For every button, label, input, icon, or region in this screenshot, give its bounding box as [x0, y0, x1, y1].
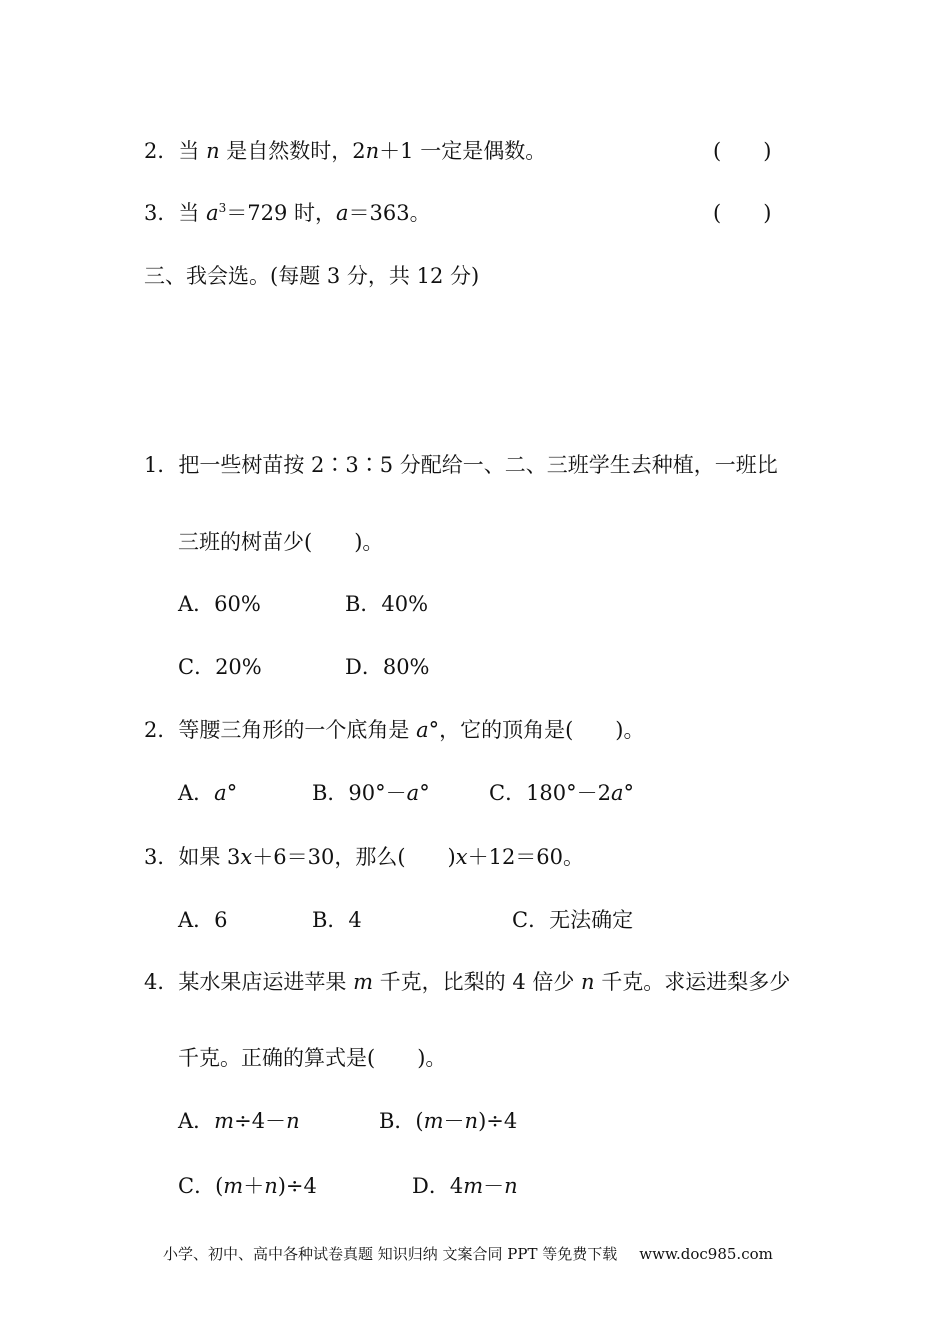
- variable: m: [223, 1174, 244, 1198]
- question-number: 1．: [144, 453, 179, 477]
- answer-blank[interactable]: ( ): [713, 201, 772, 225]
- option-label: D．4: [412, 1174, 464, 1198]
- variable: n: [365, 139, 380, 163]
- answer-blank[interactable]: ( ): [713, 139, 772, 163]
- question-text: ＋12＝60。: [467, 845, 585, 869]
- question-text: 某水果店运进苹果: [178, 970, 354, 994]
- question-number: 2．: [144, 139, 179, 163]
- option-a[interactable]: A．60%: [178, 592, 261, 616]
- variable: a: [406, 781, 420, 805]
- question-text: 等腰三角形的一个底角是: [178, 718, 417, 742]
- option-label: B．90°－: [312, 781, 407, 805]
- exponent: 3: [218, 201, 227, 215]
- option-text: °: [623, 781, 635, 805]
- page-footer: [163, 1243, 773, 1265]
- variable: m: [214, 1109, 235, 1133]
- option-a[interactable]: [178, 1107, 300, 1135]
- question-text: °，它的顶角是( )。: [428, 718, 645, 742]
- option-b[interactable]: B．4: [312, 908, 362, 932]
- variable: m: [463, 1174, 484, 1198]
- choice-question-1: [144, 451, 778, 479]
- option-text: °: [226, 781, 238, 805]
- option-text: －: [483, 1174, 505, 1198]
- judge-question-2: [144, 137, 546, 165]
- option-a[interactable]: [178, 779, 237, 807]
- variable: a: [611, 781, 624, 805]
- question-text: ＋1 一定是偶数。: [379, 139, 547, 163]
- question-text: ＝729 时，: [226, 201, 336, 225]
- variable: m: [353, 970, 373, 994]
- option-text: ÷4－: [234, 1109, 287, 1133]
- variable: x: [240, 845, 253, 869]
- question-text: 是自然数时，2: [219, 139, 366, 163]
- question-text: 如果 3: [178, 845, 241, 869]
- option-d[interactable]: D．80%: [345, 655, 430, 679]
- choice-question-2: [144, 716, 644, 744]
- question-text-line2: 千克。正确的算式是( )。: [178, 1046, 447, 1070]
- question-text-line2: 三班的树苗少( )。: [178, 530, 384, 554]
- option-b[interactable]: [379, 1107, 517, 1135]
- option-c[interactable]: C．无法确定: [512, 908, 634, 932]
- option-b[interactable]: [312, 779, 430, 807]
- option-text: °: [419, 781, 430, 805]
- option-d[interactable]: [412, 1172, 518, 1200]
- question-text: ＝363。: [348, 201, 431, 225]
- variable: n: [464, 1109, 479, 1133]
- variable: a: [206, 201, 219, 225]
- variable: n: [206, 139, 220, 163]
- option-text: )÷4: [277, 1174, 317, 1198]
- option-b[interactable]: B．40%: [345, 592, 429, 616]
- variable: n: [504, 1174, 518, 1198]
- choice-question-4: [144, 968, 790, 996]
- judge-question-3: [144, 199, 431, 227]
- option-a[interactable]: A．6: [178, 908, 228, 932]
- option-label: C．180°－2: [489, 781, 612, 805]
- question-number: 4．: [144, 970, 179, 994]
- variable: m: [423, 1109, 444, 1133]
- question-text: ＋6＝30，那么( ): [252, 845, 456, 869]
- question-text: 当: [178, 139, 207, 163]
- option-text: )÷4: [478, 1109, 518, 1133]
- section-title: 三、我会选。(每题 3 分，共 12 分): [144, 264, 480, 288]
- question-text: 千克，比梨的 4 倍少: [372, 970, 582, 994]
- footer-url[interactable]: www.doc985.com: [639, 1245, 773, 1263]
- variable: n: [264, 1174, 278, 1198]
- variable: a: [336, 201, 349, 225]
- question-number: 2．: [144, 718, 179, 742]
- option-c[interactable]: C．20%: [178, 655, 262, 679]
- question-text: 千克。求运进梨多少: [594, 970, 791, 994]
- footer-text: 小学、初中、高中各种试卷真题 知识归纳 文案合同 PPT 等免费下载: [163, 1245, 618, 1263]
- question-number: 3．: [144, 845, 179, 869]
- option-label: C．(: [178, 1174, 224, 1198]
- variable: n: [581, 970, 595, 994]
- option-label: B．(: [379, 1109, 424, 1133]
- variable: a: [214, 781, 227, 805]
- option-text: ＋: [243, 1174, 265, 1198]
- choice-question-3: [144, 843, 584, 871]
- option-c[interactable]: [178, 1172, 317, 1200]
- question-text: 当: [178, 201, 207, 225]
- option-text: －: [443, 1109, 465, 1133]
- question-number: 3．: [144, 201, 179, 225]
- variable: n: [286, 1109, 300, 1133]
- option-label: A．: [178, 781, 215, 805]
- option-label: A．: [178, 1109, 215, 1133]
- option-c[interactable]: [489, 779, 634, 807]
- question-text: 把一些树苗按 2∶3∶5 分配给一、二、三班学生去种植，一班比: [178, 453, 778, 477]
- variable: a: [416, 718, 429, 742]
- variable: x: [455, 845, 468, 869]
